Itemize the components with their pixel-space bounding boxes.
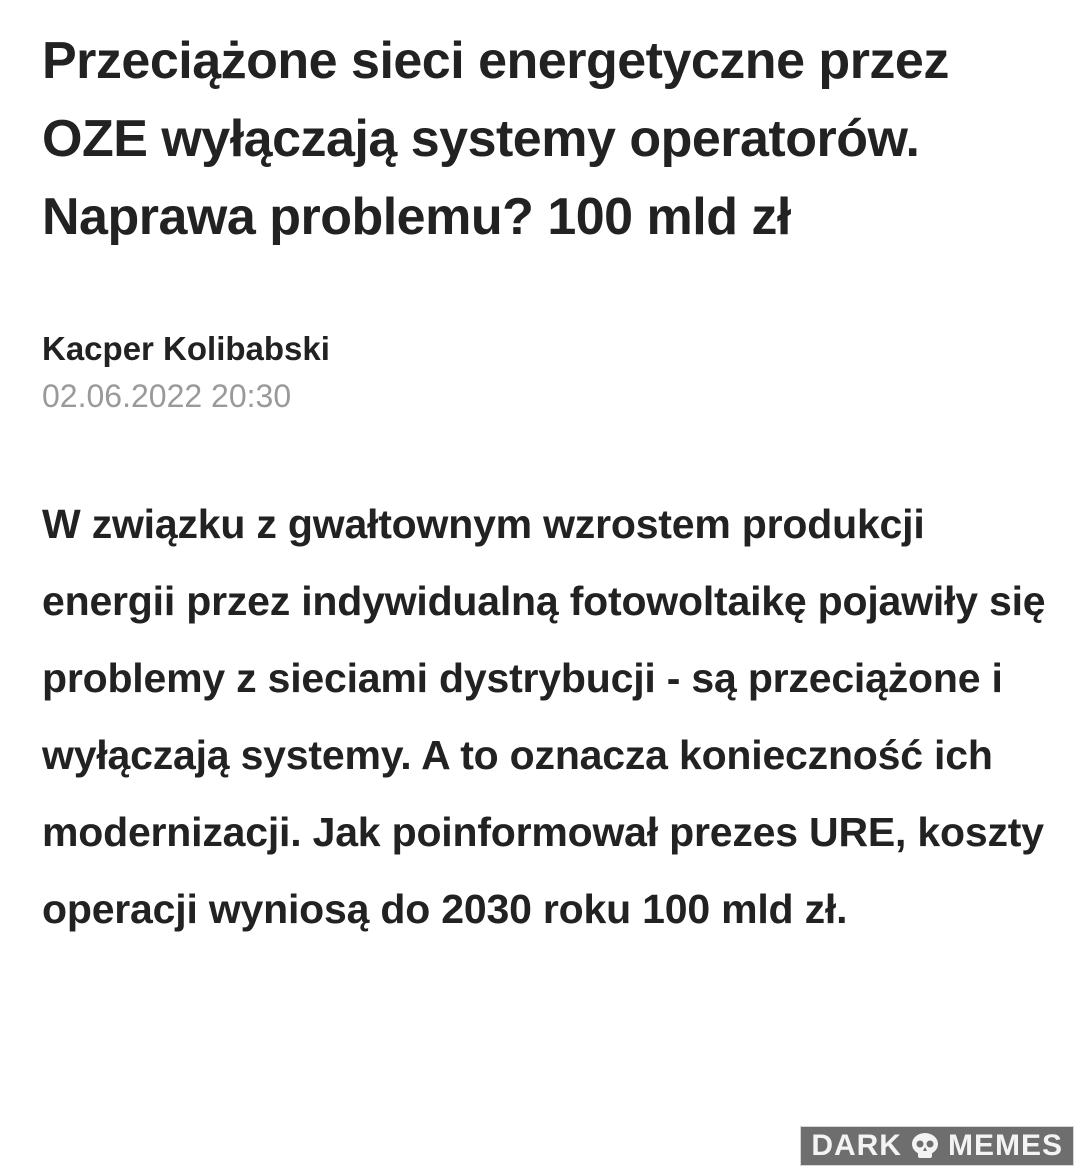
article-lead: W związku z gwałtownym wzrostem produkcji energii przez indywidualną fotowoltaikę pojawiły się problemy z sieciami dystrybucji - są przeciążone i wyłączają systemy. A to oznacza konieczność ich modernizacji. Jak poinformował prezes URE, koszty operacji wyniosą do 2030 roku 100 mld zł. (42, 501, 1046, 932)
watermark-text-right: MEMES (947, 1129, 1063, 1162)
article-headline: Przeciążone sieci energetyczne przez OZE wyłączają systemy operatorów. Naprawa problemu? 100 mld zł (42, 32, 949, 246)
byline (42, 326, 1052, 420)
article (42, 22, 1052, 948)
skull-icon (908, 1131, 942, 1161)
watermark (800, 1126, 1074, 1166)
article-author[interactable]: Kacper Kolibabski (42, 330, 330, 367)
watermark-text-left: DARK (811, 1129, 902, 1162)
article-date: 02.06.2022 20:30 (42, 378, 292, 414)
